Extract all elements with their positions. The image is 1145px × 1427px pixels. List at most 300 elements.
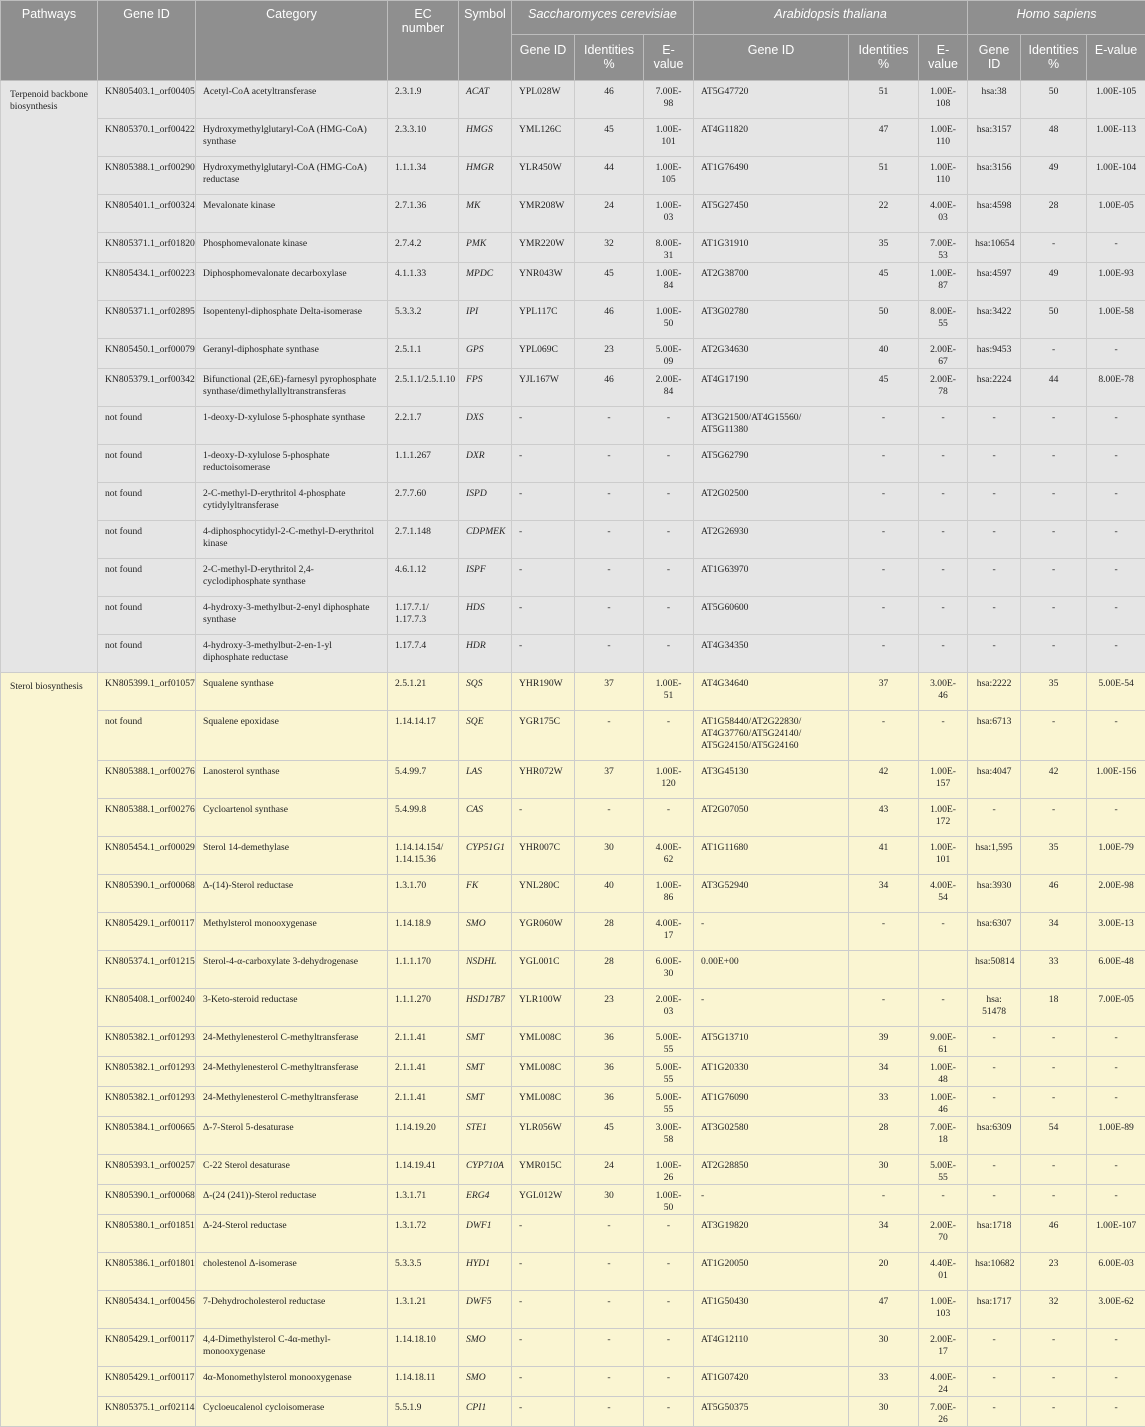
yeast-evalue-cell: - [644,1329,694,1367]
category-cell: 2-C-methyl-D-erythritol 4-phosphate cytidylyltransferase [196,483,388,521]
symbol-cell: SMO [459,1329,512,1367]
category-cell: 1-deoxy-D-xylulose 5-phosphate reductoisomerase [196,445,388,483]
table-row [1,119,1145,157]
symbol-cell: DWF1 [459,1215,512,1253]
arabidopsis-gene-id-cell: AT1G63970 [694,559,849,597]
human-gene-id-cell: - [968,1367,1021,1397]
ec-number-cell: 2.1.1.41 [388,1057,459,1087]
gene-id-cell: KN805390.1_orf00068 [98,875,196,913]
gene-id-cell: KN805393.1_orf00257 [98,1155,196,1185]
human-gene-id-cell: - [968,1155,1021,1185]
yeast-gene-id-cell: YLR450W [512,157,575,195]
gene-id-cell: not found [98,407,196,445]
gene-id-cell: KN805434.1_orf00456 [98,1291,196,1329]
arabidopsis-gene-id-cell: AT1G58440/AT2G22830/ AT4G37760/AT5G24140/ AT5G24150/AT5G24160 [694,711,849,761]
human-evalue-cell: 6.00E-03 [1087,1253,1145,1291]
table-row [1,951,1145,989]
yeast-gene-id-cell: - [512,445,575,483]
arabidopsis-evalue-cell: 1.00E-48 [919,1057,968,1087]
yeast-identities-cell: - [575,635,644,673]
arabidopsis-identities-cell: - [849,597,919,635]
category-cell: Methylsterol monooxygenase [196,913,388,951]
yeast-gene-id-cell: - [512,1253,575,1291]
human-evalue-cell: - [1087,1185,1145,1215]
yeast-evalue-cell: 5.00E-55 [644,1057,694,1087]
arabidopsis-identities-cell: 33 [849,1367,919,1397]
yeast-gene-id-cell: YLR100W [512,989,575,1027]
gene-id-cell: KN805429.1_orf00117 [98,913,196,951]
human-identities-cell: 34 [1021,913,1087,951]
human-gene-id-cell: - [968,1329,1021,1367]
yeast-identities-cell: - [575,483,644,521]
arabidopsis-evalue-cell: 1.00E-108 [919,81,968,119]
arabidopsis-identities-cell: 34 [849,875,919,913]
ec-number-cell: 1.3.1.70 [388,875,459,913]
category-cell: Isopentenyl-diphosphate Delta-isomerase [196,301,388,339]
human-identities-cell: - [1021,483,1087,521]
yeast-gene-id-cell: YNL280C [512,875,575,913]
yeast-evalue-cell: 5.00E-55 [644,1027,694,1057]
ec-number-cell: 2.1.1.41 [388,1087,459,1117]
pathway-cell: Terpenoid backbone biosynthesis [1,81,98,673]
table-row [1,1027,1145,1057]
category-cell: Δ-24-Sterol reductase [196,1215,388,1253]
yeast-identities-cell: 40 [575,875,644,913]
yeast-identities-cell: 45 [575,1117,644,1155]
gene-id-cell: KN805384.1_orf00665 [98,1117,196,1155]
table-row [1,81,1145,119]
table-row [1,837,1145,875]
gene-id-cell: not found [98,711,196,761]
ec-number-cell: 1.1.1.270 [388,989,459,1027]
gene-id-cell: KN805434.1_orf00223 [98,263,196,301]
ec-number-cell: 1.3.1.71 [388,1185,459,1215]
yeast-evalue-cell: - [644,799,694,837]
arabidopsis-gene-id-cell: AT3G19820 [694,1215,849,1253]
human-identities-cell: - [1021,1329,1087,1367]
human-evalue-cell: - [1087,1027,1145,1057]
header-species-arabidopsis: Arabidopsis thaliana [694,1,968,35]
ec-number-cell: 1.1.1.34 [388,157,459,195]
yeast-identities-cell: - [575,407,644,445]
category-cell: 4-diphosphocytidyl-2-C-methyl-D-erythritol kinase [196,521,388,559]
human-identities-cell: - [1021,233,1087,263]
human-evalue-cell: - [1087,339,1145,369]
gene-id-cell: KN805399.1_orf01057 [98,673,196,711]
arabidopsis-gene-id-cell: AT4G12110 [694,1329,849,1367]
symbol-cell: ISPD [459,483,512,521]
header-symbol: Symbol [459,1,512,81]
yeast-evalue-cell: 4.00E-62 [644,837,694,875]
arabidopsis-evalue-cell: 1.00E-110 [919,157,968,195]
subheader-gene-id: Gene ID [512,35,575,81]
arabidopsis-identities-cell: 39 [849,1027,919,1057]
human-gene-id-cell: hsa:6307 [968,913,1021,951]
yeast-identities-cell: 30 [575,1185,644,1215]
yeast-evalue-cell: - [644,1215,694,1253]
arabidopsis-identities-cell: 20 [849,1253,919,1291]
arabidopsis-evalue-cell: 4.00E-54 [919,875,968,913]
gene-id-cell: not found [98,483,196,521]
human-identities-cell: 42 [1021,761,1087,799]
symbol-cell: MK [459,195,512,233]
category-cell: Bifunctional (2E,6E)-farnesyl pyrophosphate synthase/dimethylallyltranstransferas [196,369,388,407]
arabidopsis-gene-id-cell: AT1G11680 [694,837,849,875]
arabidopsis-gene-id-cell: AT1G07420 [694,1367,849,1397]
human-evalue-cell: 2.00E-98 [1087,875,1145,913]
symbol-cell: CYP51G1 [459,837,512,875]
table-row [1,1057,1145,1087]
gene-id-cell: KN805403.1_orf00405 [98,81,196,119]
yeast-identities-cell: 24 [575,195,644,233]
arabidopsis-gene-id-cell: AT3G52940 [694,875,849,913]
symbol-cell: DWF5 [459,1291,512,1329]
symbol-cell: IPI [459,301,512,339]
arabidopsis-evalue-cell: - [919,1185,968,1215]
ec-number-cell: 2.3.1.9 [388,81,459,119]
human-evalue-cell: - [1087,1397,1145,1427]
arabidopsis-gene-id-cell: AT4G34640 [694,673,849,711]
yeast-evalue-cell: - [644,597,694,635]
ec-number-cell: 1.14.18.11 [388,1367,459,1397]
human-evalue-cell: 6.00E-48 [1087,951,1145,989]
yeast-evalue-cell: 1.00E-51 [644,673,694,711]
arabidopsis-identities-cell: 30 [849,1155,919,1185]
human-identities-cell: 50 [1021,301,1087,339]
category-cell: 4-hydroxy-3-methylbut-2-en-1-yl diphosphate reductase [196,635,388,673]
human-gene-id-cell: - [968,1397,1021,1427]
human-evalue-cell: - [1087,1155,1145,1185]
category-cell: 1-deoxy-D-xylulose 5-phosphate synthase [196,407,388,445]
ec-number-cell: 1.14.14.17 [388,711,459,761]
human-gene-id-cell: hsa:1717 [968,1291,1021,1329]
symbol-cell: FPS [459,369,512,407]
human-identities-cell: 35 [1021,837,1087,875]
yeast-gene-id-cell: - [512,559,575,597]
category-cell: cholestenol Δ-isomerase [196,1253,388,1291]
arabidopsis-identities-cell: - [849,407,919,445]
human-gene-id-cell: has:9453 [968,339,1021,369]
yeast-identities-cell: 23 [575,339,644,369]
table-row [1,1367,1145,1397]
yeast-evalue-cell: 1.00E-50 [644,1185,694,1215]
arabidopsis-evalue-cell: 2.00E-67 [919,339,968,369]
human-identities-cell: 18 [1021,989,1087,1027]
yeast-gene-id-cell: - [512,1215,575,1253]
arabidopsis-gene-id-cell: AT5G47720 [694,81,849,119]
symbol-cell: SMO [459,913,512,951]
arabidopsis-evalue-cell: - [919,989,968,1027]
ec-number-cell: 2.5.1.21 [388,673,459,711]
ec-number-cell: 1.14.19.41 [388,1155,459,1185]
yeast-identities-cell: 46 [575,369,644,407]
table-row [1,1087,1145,1117]
category-cell: 4α-Monomethylsterol monooxygenase [196,1367,388,1397]
human-identities-cell: 28 [1021,195,1087,233]
ec-number-cell: 1.3.1.21 [388,1291,459,1329]
arabidopsis-evalue-cell: 1.00E-157 [919,761,968,799]
arabidopsis-identities-cell [849,951,919,989]
arabidopsis-evalue-cell: 7.00E-26 [919,1397,968,1427]
gene-id-cell: not found [98,559,196,597]
table-row [1,635,1145,673]
subheader-identities: Identities % [1021,35,1087,81]
category-cell: Sterol-4-α-carboxylate 3-dehydrogenase [196,951,388,989]
yeast-gene-id-cell: - [512,799,575,837]
human-evalue-cell: - [1087,1329,1145,1367]
yeast-identities-cell: - [575,1367,644,1397]
human-gene-id-cell: hsa:3930 [968,875,1021,913]
table-row [1,1253,1145,1291]
symbol-cell: GPS [459,339,512,369]
ec-number-cell: 2.7.4.2 [388,233,459,263]
header-species-yeast: Saccharomyces cerevisiae [512,1,694,35]
category-cell: Δ-(14)-Sterol reductase [196,875,388,913]
human-gene-id-cell: hsa:4598 [968,195,1021,233]
human-identities-cell: - [1021,635,1087,673]
gene-id-cell: KN805382.1_orf01293 [98,1027,196,1057]
arabidopsis-identities-cell: 35 [849,233,919,263]
table-row [1,559,1145,597]
yeast-gene-id-cell: - [512,597,575,635]
yeast-evalue-cell: - [644,483,694,521]
yeast-evalue-cell: 6.00E-30 [644,951,694,989]
category-cell: Cycloeucalenol cycloisomerase [196,1397,388,1427]
yeast-evalue-cell: 2.00E-03 [644,989,694,1027]
arabidopsis-evalue-cell: - [919,711,968,761]
arabidopsis-identities-cell: - [849,989,919,1027]
yeast-gene-id-cell: YGL012W [512,1185,575,1215]
arabidopsis-identities-cell: - [849,635,919,673]
yeast-gene-id-cell: - [512,1397,575,1427]
symbol-cell: LAS [459,761,512,799]
gene-id-cell: KN805379.1_orf00342 [98,369,196,407]
ec-number-cell: 2.3.3.10 [388,119,459,157]
gene-id-cell: KN805380.1_orf01851 [98,1215,196,1253]
yeast-evalue-cell: 1.00E-03 [644,195,694,233]
arabidopsis-evalue-cell: 4.00E-03 [919,195,968,233]
yeast-identities-cell: 37 [575,761,644,799]
ec-number-cell: 2.2.1.7 [388,407,459,445]
symbol-cell: HSD17B7 [459,989,512,1027]
symbol-cell: HDR [459,635,512,673]
subheader-identities: Identities % [575,35,644,81]
symbol-cell: SMT [459,1027,512,1057]
gene-id-cell: not found [98,521,196,559]
arabidopsis-identities-cell: - [849,913,919,951]
arabidopsis-gene-id-cell: AT1G50430 [694,1291,849,1329]
yeast-evalue-cell: - [644,407,694,445]
gene-id-cell: KN805374.1_orf01215 [98,951,196,989]
symbol-cell: CYP710A [459,1155,512,1185]
arabidopsis-identities-cell: 50 [849,301,919,339]
category-cell: Sterol 14-demethylase [196,837,388,875]
human-gene-id-cell: - [968,1027,1021,1057]
table-row [1,597,1145,635]
human-gene-id-cell: hsa:50814 [968,951,1021,989]
table-row [1,1397,1145,1427]
symbol-cell: HMGS [459,119,512,157]
yeast-evalue-cell: 8.00E-31 [644,233,694,263]
human-gene-id-cell: hsa:2222 [968,673,1021,711]
human-gene-id-cell: - [968,1087,1021,1117]
human-evalue-cell: 8.00E-78 [1087,369,1145,407]
table-row [1,445,1145,483]
gene-id-cell: not found [98,445,196,483]
yeast-evalue-cell: 1.00E-86 [644,875,694,913]
category-cell: Δ-7-Sterol 5-desaturase [196,1117,388,1155]
yeast-gene-id-cell: YHR190W [512,673,575,711]
arabidopsis-gene-id-cell: AT5G50375 [694,1397,849,1427]
arabidopsis-evalue-cell: 2.00E-17 [919,1329,968,1367]
human-evalue-cell: 1.00E-58 [1087,301,1145,339]
symbol-cell: HYD1 [459,1253,512,1291]
yeast-gene-id-cell: YGL001C [512,951,575,989]
category-cell: 2-C-methyl-D-erythritol 2,4-cyclodiphosphate synthase [196,559,388,597]
arabidopsis-identities-cell: 40 [849,339,919,369]
arabidopsis-gene-id-cell: AT1G76490 [694,157,849,195]
yeast-evalue-cell: - [644,521,694,559]
human-identities-cell: - [1021,445,1087,483]
subheader-evalue: E-value [1087,35,1145,81]
arabidopsis-identities-cell: - [849,445,919,483]
yeast-gene-id-cell: YPL117C [512,301,575,339]
category-cell: 24-Methylenesterol C-methyltransferase [196,1027,388,1057]
human-evalue-cell: - [1087,799,1145,837]
ec-number-cell: 5.4.99.8 [388,799,459,837]
arabidopsis-gene-id-cell: AT5G27450 [694,195,849,233]
yeast-identities-cell: - [575,521,644,559]
symbol-cell: ERG4 [459,1185,512,1215]
arabidopsis-evalue-cell: - [919,407,968,445]
yeast-identities-cell: - [575,711,644,761]
gene-id-cell: KN805390.1_orf00068 [98,1185,196,1215]
table-row [1,233,1145,263]
gene-id-cell: KN805388.1_orf00276 [98,761,196,799]
symbol-cell: ACAT [459,81,512,119]
human-identities-cell: - [1021,1185,1087,1215]
ec-number-cell: 1.17.7.4 [388,635,459,673]
arabidopsis-evalue-cell: 2.00E-70 [919,1215,968,1253]
yeast-evalue-cell: 5.00E-09 [644,339,694,369]
yeast-gene-id-cell: - [512,1329,575,1367]
arabidopsis-evalue-cell: - [919,597,968,635]
yeast-gene-id-cell: - [512,407,575,445]
arabidopsis-evalue-cell: 9.00E-61 [919,1027,968,1057]
symbol-cell: FK [459,875,512,913]
gene-id-cell: KN805408.1_orf00240 [98,989,196,1027]
arabidopsis-identities-cell: 43 [849,799,919,837]
human-evalue-cell: - [1087,233,1145,263]
arabidopsis-evalue-cell: - [919,559,968,597]
yeast-identities-cell: - [575,1253,644,1291]
human-gene-id-cell: - [968,799,1021,837]
human-evalue-cell: - [1087,597,1145,635]
symbol-cell: SMT [459,1057,512,1087]
human-identities-cell: 46 [1021,875,1087,913]
yeast-evalue-cell: 1.00E-120 [644,761,694,799]
category-cell: C-22 Sterol desaturase [196,1155,388,1185]
gene-id-cell: KN805454.1_orf00029 [98,837,196,875]
human-identities-cell: 32 [1021,1291,1087,1329]
human-evalue-cell: 1.00E-93 [1087,263,1145,301]
arabidopsis-evalue-cell: - [919,635,968,673]
yeast-identities-cell: 28 [575,951,644,989]
yeast-identities-cell: 36 [575,1057,644,1087]
ec-number-cell: 1.14.18.9 [388,913,459,951]
gene-id-cell: KN805371.1_orf02895 [98,301,196,339]
yeast-identities-cell: 36 [575,1087,644,1117]
human-identities-cell: - [1021,1367,1087,1397]
yeast-identities-cell: 24 [575,1155,644,1185]
category-cell: Diphosphomevalonate decarboxylase [196,263,388,301]
subheader-gene-id: Gene ID [694,35,849,81]
gene-id-cell: KN805450.1_orf00079 [98,339,196,369]
table-row [1,1329,1145,1367]
human-gene-id-cell: hsa:3156 [968,157,1021,195]
subheader-identities: Identities % [849,35,919,81]
symbol-cell: MPDC [459,263,512,301]
human-identities-cell: 35 [1021,673,1087,711]
table-row [1,989,1145,1027]
human-gene-id-cell: - [968,521,1021,559]
gene-id-cell: KN805370.1_orf00422 [98,119,196,157]
symbol-cell: SMO [459,1367,512,1397]
category-cell: 4,4-Dimethylsterol C-4α-methyl-monooxygenase [196,1329,388,1367]
yeast-identities-cell: 44 [575,157,644,195]
category-cell: Δ-(24 (241))-Sterol reductase [196,1185,388,1215]
arabidopsis-gene-id-cell: AT2G28850 [694,1155,849,1185]
yeast-gene-id-cell: - [512,635,575,673]
arabidopsis-identities-cell: 47 [849,1291,919,1329]
arabidopsis-gene-id-cell: AT5G60600 [694,597,849,635]
subheader-evalue: E-value [644,35,694,81]
yeast-identities-cell: 30 [575,837,644,875]
arabidopsis-evalue-cell: - [919,483,968,521]
human-evalue-cell: 1.00E-104 [1087,157,1145,195]
yeast-gene-id-cell: - [512,1367,575,1397]
header-gene-id: Gene ID [98,1,196,81]
arabidopsis-evalue-cell: - [919,521,968,559]
yeast-identities-cell: 32 [575,233,644,263]
human-identities-cell: - [1021,521,1087,559]
ec-number-cell: 2.5.1.1 [388,339,459,369]
table-row [1,673,1145,711]
yeast-identities-cell: - [575,799,644,837]
arabidopsis-identities-cell: 45 [849,263,919,301]
arabidopsis-gene-id-cell: AT3G02780 [694,301,849,339]
yeast-identities-cell: 28 [575,913,644,951]
arabidopsis-gene-id-cell: AT4G17190 [694,369,849,407]
human-identities-cell: - [1021,339,1087,369]
table-row [1,1185,1145,1215]
arabidopsis-identities-cell: - [849,483,919,521]
arabidopsis-identities-cell: - [849,559,919,597]
header-species-human: Homo sapiens [968,1,1145,35]
arabidopsis-gene-id-cell: AT4G11820 [694,119,849,157]
ec-number-cell: 2.7.7.60 [388,483,459,521]
arabidopsis-identities-cell: 33 [849,1087,919,1117]
table-row [1,407,1145,445]
arabidopsis-identities-cell: 47 [849,119,919,157]
arabidopsis-gene-id-cell: AT3G21500/AT4G15560/ AT5G11380 [694,407,849,445]
symbol-cell: SQE [459,711,512,761]
arabidopsis-identities-cell: 34 [849,1215,919,1253]
table-row [1,369,1145,407]
ec-number-cell: 1.1.1.267 [388,445,459,483]
human-evalue-cell: 3.00E-62 [1087,1291,1145,1329]
arabidopsis-gene-id-cell: AT1G31910 [694,233,849,263]
